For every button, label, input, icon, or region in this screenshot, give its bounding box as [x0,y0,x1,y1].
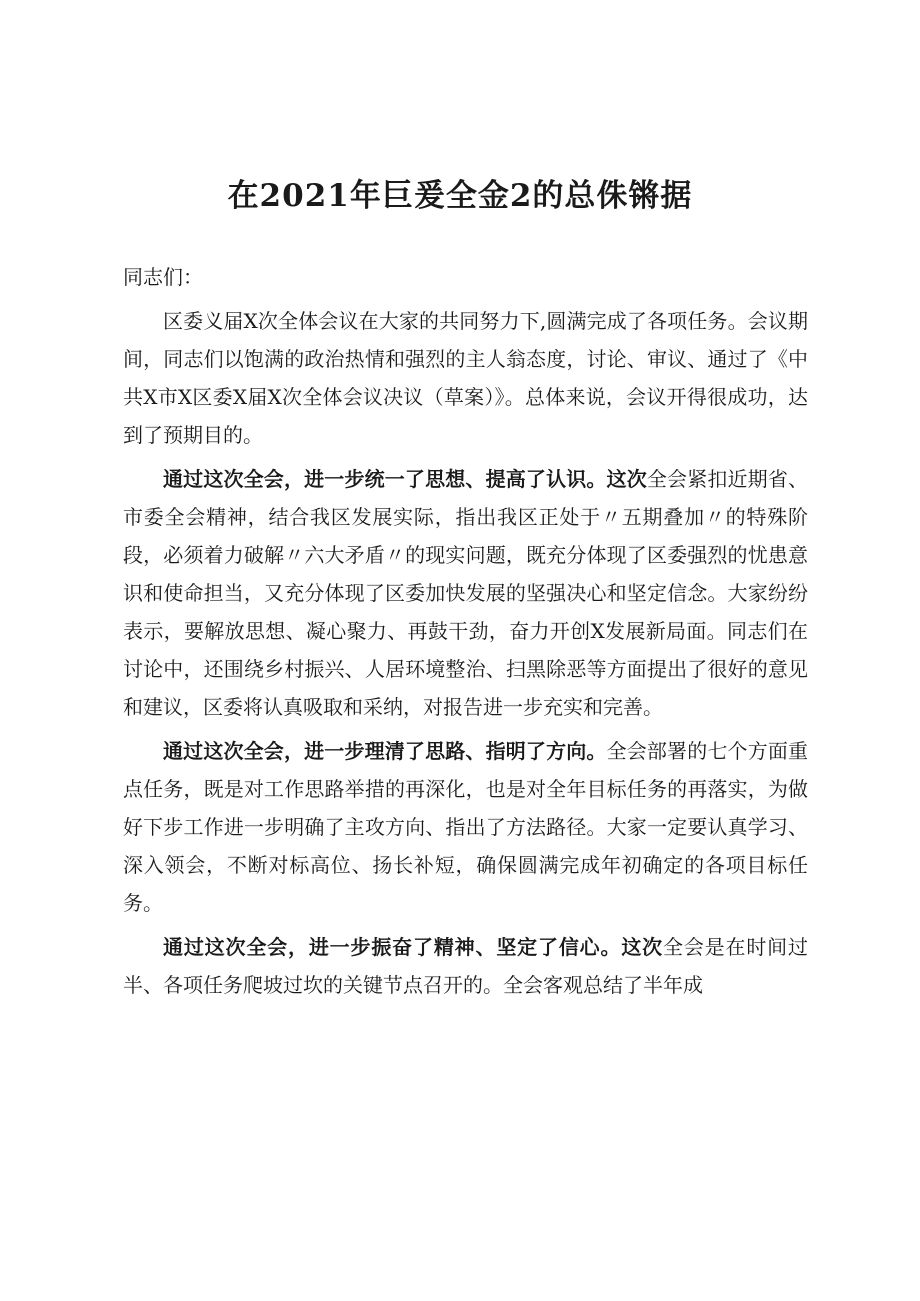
paragraph-3 [123,732,808,922]
paragraph-4-lead: 通过这次全会，进一步振奋了精神、坚定了信心。这次 [163,935,663,959]
paragraph-2 [123,460,808,726]
paragraph-4 [123,928,808,1004]
salutation: 同志们： [123,265,203,289]
paragraph-3-lead: 通过这次全会，进一步理清了思路、指明了方向。 [163,739,607,763]
paragraph-2-text: 全会紧扣近期省、市委全会精神，结合我区发展实际，指出我区正处于〃五期叠加〃的特殊阶段，必须着力破解〃六大矛盾〃的现实问题，既充分体现了区委强烈的忧患意识和使命担当，又充分体现了区委加快发展的坚强决心和坚定信念。大家纷纷表示，要解放思想、凝心聚力、再鼓干劲，奋力开创X发展新局面。同志们在讨论中，还围绕乡村振兴、人居环境整治、扫黑除恶等方面提出了很好的意见和建议，区委将认真吸取和采纳，对报告进一步充实和完善。 [123,467,809,719]
paragraph-2-lead: 通过这次全会，进一步统一了思想、提高了认识。这次 [163,467,647,491]
document-title: 在2021年巨爰全金2的总侏锵据 [227,178,693,214]
paragraph-4-text: 全会是在时间过半、各项任务爬坡过坎的关键节点召开的。全会客观总结了半年成 [123,935,809,997]
document-body [123,258,808,1010]
paragraph-3-text: 全会部署的七个方面重点任务，既是对工作思路举措的再深化，也是对全年目标任务的再落实，为做好下步工作进一步明确了主攻方向、指出了方法路径。大家一定要认真学习、深入领会，不断对标高位、扬长补短，确保圆满完成年初确定的各项目标任务。 [123,739,809,915]
paragraph-1-text: 区委义届X次全体会议在大家的共同努力下,圆满完成了各项任务。会议期间，同志们以饱满的政治热情和强烈的主人翁态度，讨论、审议、通过了《中共X市X区委X届X次全体会议决议（草案）》。总体来说，会议开得很成功，达到了预期目的。 [123,309,808,447]
paragraph-1 [123,302,808,454]
